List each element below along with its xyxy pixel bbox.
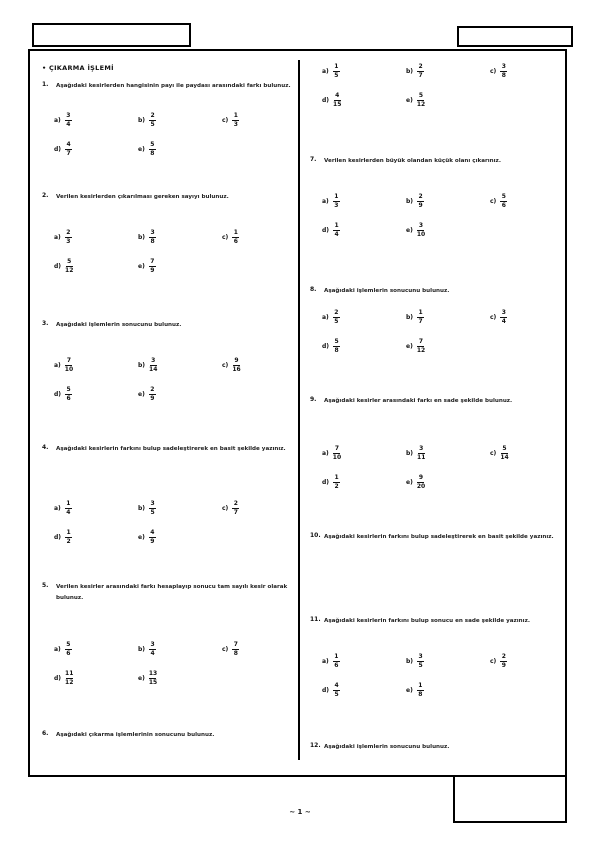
question-text: Aşağıdaki işlemlerin sonucunu bulunuz. [56, 322, 182, 328]
fraction [333, 475, 340, 490]
numerator: 1 [418, 682, 423, 689]
numerator: 7 [334, 445, 340, 452]
option-label: b) [406, 657, 414, 665]
numerator: 2 [233, 500, 238, 507]
numerator: 3 [150, 500, 155, 507]
option[interactable] [222, 113, 239, 128]
option-label: e) [138, 262, 145, 270]
fraction [333, 683, 340, 698]
denominator: 14 [149, 365, 158, 373]
page-number: ~ 1 ~ [289, 808, 311, 816]
option[interactable] [322, 475, 340, 490]
fraction [232, 230, 239, 245]
fraction [417, 64, 424, 79]
option-label: c) [222, 361, 229, 369]
numerator: 1 [334, 653, 339, 660]
question-number: 9. [310, 396, 317, 403]
fraction [417, 446, 425, 461]
denominator: 4 [66, 120, 71, 128]
denominator: 4 [501, 317, 506, 325]
question-text: Verilen kesirlerden çıkarılması gereken sayıyı bulunuz. [56, 194, 229, 200]
question-number: 4. [42, 444, 49, 451]
option-label: c) [490, 313, 497, 321]
denominator: 8 [150, 237, 155, 245]
denominator: 5 [418, 661, 423, 669]
numerator: 5 [501, 193, 506, 200]
option[interactable] [54, 230, 72, 245]
denominator: 4 [66, 508, 71, 516]
fraction [149, 387, 156, 402]
denominator: 9 [150, 537, 155, 545]
numerator: 5 [66, 641, 71, 648]
question-number: 3. [42, 320, 49, 327]
fraction [149, 113, 156, 128]
fraction [500, 194, 507, 209]
denominator: 5 [334, 71, 339, 79]
option-label: a) [322, 449, 329, 457]
column-divider [298, 60, 300, 760]
option[interactable] [138, 530, 156, 545]
fraction [149, 501, 156, 516]
numerator: 1 [233, 229, 238, 236]
option-label: a) [54, 361, 61, 369]
header-left-box [32, 23, 191, 47]
fraction [149, 142, 156, 157]
numerator: 7 [418, 338, 424, 345]
numerator: 3 [66, 112, 71, 119]
denominator: 3 [334, 201, 339, 209]
fraction [417, 223, 425, 238]
denominator: 10 [64, 365, 74, 373]
option[interactable] [54, 530, 72, 545]
fraction [149, 530, 156, 545]
question-text: Aşağıdaki kesirlerin farkını bulup sadeleştirerek en basit şekilde yazınız. [324, 534, 554, 540]
denominator: 6 [66, 649, 71, 657]
option-label: c) [490, 197, 497, 205]
denominator: 5 [150, 508, 155, 516]
denominator: 15 [148, 678, 158, 686]
numerator: 5 [334, 338, 339, 345]
option[interactable] [138, 259, 156, 274]
option[interactable] [54, 358, 73, 373]
option-label: d) [322, 226, 330, 234]
option-label: b) [406, 313, 414, 321]
option[interactable] [406, 223, 425, 238]
denominator: 3 [233, 120, 238, 128]
fraction [65, 530, 72, 545]
question-3 [42, 320, 292, 402]
denominator: 2 [66, 537, 71, 545]
numerator: 1 [233, 112, 238, 119]
option[interactable] [406, 64, 424, 79]
numerator: 1 [334, 193, 339, 200]
option[interactable] [138, 358, 157, 373]
denominator: 20 [416, 482, 426, 490]
option[interactable] [54, 387, 72, 402]
numerator: 4 [66, 141, 71, 148]
denominator: 10 [416, 230, 426, 238]
question-number: 7. [310, 156, 317, 163]
option-label: d) [322, 342, 330, 350]
option[interactable] [138, 501, 156, 516]
denominator: 3 [66, 237, 71, 245]
denominator: 16 [232, 365, 241, 373]
question-number: 1. [42, 81, 49, 88]
numerator: 1 [334, 63, 339, 70]
fraction [417, 93, 425, 108]
fraction [417, 654, 424, 669]
question-text: Verilen kesirler arasındaki farkı hesaplayıp sonucu tam sayılı kesir olarak bulunuz. [56, 584, 288, 601]
option-label: d) [322, 478, 330, 486]
fraction [417, 475, 425, 490]
question-text: Aşağıdaki çıkarma işlemlerinin sonucunu bulunuz. [56, 732, 215, 738]
option[interactable] [322, 64, 340, 79]
option[interactable] [138, 671, 157, 686]
question-number: 6. [42, 730, 49, 737]
denominator: 6 [334, 661, 339, 669]
option[interactable] [322, 654, 340, 669]
option-label: c) [490, 67, 497, 75]
option[interactable] [138, 142, 156, 157]
option-label: d) [54, 145, 62, 153]
numerator: 5 [150, 141, 155, 148]
option[interactable] [322, 683, 340, 698]
numerator: 3 [150, 641, 155, 648]
numerator: 2 [66, 229, 71, 236]
denominator: 8 [501, 71, 506, 79]
fraction [149, 230, 156, 245]
option-label: e) [406, 686, 413, 694]
numerator: 13 [148, 670, 158, 677]
option-label: c) [490, 657, 497, 665]
numerator: 7 [150, 258, 155, 265]
fraction [149, 642, 156, 657]
option-label: a) [54, 233, 61, 241]
question-text: Aşağıdaki işlemlerin sonucunu bulunuz. [324, 744, 450, 750]
fraction [232, 642, 239, 657]
denominator: 5 [334, 317, 339, 325]
option[interactable] [406, 194, 424, 209]
option-label: b) [138, 233, 146, 241]
numerator: 3 [418, 222, 424, 229]
numerator: 2 [501, 653, 506, 660]
question-2 [42, 192, 292, 274]
denominator: 14 [500, 453, 509, 461]
fraction [500, 446, 508, 461]
option-label: a) [322, 197, 329, 205]
denominator: 11 [417, 453, 426, 461]
option-label: b) [406, 67, 414, 75]
fraction [149, 358, 157, 373]
denominator: 7 [233, 508, 238, 516]
fraction [417, 683, 424, 698]
numerator: 3 [419, 445, 424, 452]
fraction [417, 194, 424, 209]
option[interactable] [406, 339, 425, 354]
question-text: Aşağıdaki kesirler arasındaki farkı en sade şekilde bulunuz. [324, 398, 513, 404]
denominator: 12 [416, 100, 426, 108]
question-text: Aşağıdaki kesirlerin farkını bulup sadeleştirerek en basit şekilde yazınız. [56, 446, 286, 452]
option-label: c) [490, 449, 497, 457]
denominator: 8 [418, 690, 423, 698]
option[interactable] [322, 194, 340, 209]
option[interactable] [138, 387, 156, 402]
option[interactable] [222, 642, 239, 657]
denominator: 8 [334, 346, 339, 354]
numerator: 3 [151, 357, 156, 364]
option[interactable] [406, 446, 425, 461]
denominator: 12 [65, 266, 74, 274]
option[interactable] [406, 475, 425, 490]
option[interactable] [490, 64, 507, 79]
denominator: 10 [332, 453, 342, 461]
option-label: d) [322, 686, 330, 694]
option-label: e) [138, 533, 145, 541]
question-number: 11. [310, 616, 321, 623]
question-9 [310, 396, 558, 490]
denominator: 15 [333, 100, 342, 108]
option[interactable] [138, 230, 156, 245]
option[interactable] [322, 310, 340, 325]
numerator: 2 [150, 112, 155, 119]
option-label: e) [138, 390, 145, 398]
question-text: Verilen kesirlerden büyük olandan küçük olanı çıkarınız. [324, 158, 501, 164]
fraction [417, 339, 425, 354]
option[interactable] [138, 642, 156, 657]
question-12 [310, 742, 558, 753]
question-text: Aşağıdaki işlemlerin sonucunu bulunuz. [324, 288, 450, 294]
numerator: 5 [67, 258, 72, 265]
numerator: 4 [334, 682, 339, 689]
option[interactable] [406, 683, 424, 698]
option-label: c) [222, 504, 229, 512]
option[interactable] [222, 230, 239, 245]
numerator: 1 [66, 529, 71, 536]
option-label: a) [54, 645, 61, 653]
denominator: 6 [66, 394, 71, 402]
option-label: d) [54, 262, 62, 270]
numerator: 2 [334, 309, 339, 316]
question-1 [42, 81, 292, 157]
numerator: 4 [335, 92, 340, 99]
option[interactable] [322, 339, 340, 354]
option[interactable] [322, 446, 341, 461]
denominator: 5 [334, 690, 339, 698]
denominator: 12 [65, 678, 74, 686]
fraction [149, 671, 157, 686]
denominator: 8 [233, 649, 238, 657]
option-label: c) [222, 233, 229, 241]
question-text: Aşağıdaki kesirlerin farkını bulup sonucu en sade şekilde yazınız. [324, 618, 530, 624]
option[interactable] [406, 654, 424, 669]
section-title: • ÇIKARMA İŞLEMİ [42, 64, 114, 72]
question-number: 5. [42, 582, 49, 589]
fraction [65, 230, 72, 245]
fraction [500, 310, 507, 325]
fraction [500, 654, 507, 669]
numerator: 9 [234, 357, 239, 364]
fraction [232, 358, 240, 373]
fraction [65, 259, 73, 274]
denominator: 9 [150, 266, 155, 274]
option[interactable] [54, 501, 72, 516]
denominator: 12 [416, 346, 426, 354]
fraction [65, 358, 73, 373]
question-4 [42, 444, 292, 545]
fraction [65, 387, 72, 402]
option-label: a) [322, 657, 329, 665]
denominator: 7 [418, 317, 423, 325]
fraction [232, 113, 239, 128]
option[interactable] [54, 642, 72, 657]
option[interactable] [222, 358, 241, 373]
header-right-box [457, 26, 573, 47]
numerator: 3 [501, 63, 506, 70]
numerator: 2 [418, 63, 423, 70]
option-label: e) [406, 226, 413, 234]
fraction [232, 501, 239, 516]
fraction [333, 654, 340, 669]
question-number: 12. [310, 742, 321, 749]
fraction [333, 64, 340, 79]
option-label: a) [322, 67, 329, 75]
numerator: 1 [334, 474, 339, 481]
fraction [149, 259, 156, 274]
option-label: a) [54, 116, 61, 124]
fraction [65, 113, 72, 128]
denominator: 2 [334, 482, 339, 490]
option-label: e) [406, 96, 413, 104]
option[interactable] [406, 310, 424, 325]
fraction [333, 446, 341, 461]
option-label: b) [138, 645, 146, 653]
bottom-right-box [453, 777, 567, 823]
option[interactable] [322, 93, 341, 108]
fraction [65, 501, 72, 516]
numerator: 2 [150, 386, 155, 393]
option[interactable] [322, 223, 340, 238]
denominator: 6 [233, 237, 238, 245]
option-label: e) [406, 478, 413, 486]
option[interactable] [406, 93, 425, 108]
numerator: 1 [334, 222, 339, 229]
fraction [65, 642, 72, 657]
numerator: 5 [502, 445, 507, 452]
question-10 [310, 532, 558, 543]
option-label: e) [138, 145, 145, 153]
option-label: a) [322, 313, 329, 321]
denominator: 4 [334, 230, 339, 238]
option[interactable] [222, 501, 239, 516]
question-number: 8. [310, 286, 317, 293]
denominator: 9 [418, 201, 423, 209]
numerator: 4 [150, 529, 155, 536]
fraction [333, 93, 341, 108]
denominator: 7 [66, 149, 71, 157]
denominator: 6 [501, 201, 506, 209]
denominator: 7 [418, 71, 423, 79]
option-label: d) [322, 96, 330, 104]
fraction [500, 64, 507, 79]
option[interactable] [490, 194, 507, 209]
question-6 [42, 730, 292, 741]
numerator: 7 [66, 357, 72, 364]
numerator: 9 [418, 474, 424, 481]
option[interactable] [138, 113, 156, 128]
numerator: 5 [418, 92, 424, 99]
option-label: d) [54, 674, 62, 682]
option[interactable] [490, 654, 507, 669]
numerator: 3 [418, 653, 423, 660]
option-label: b) [406, 449, 414, 457]
option-label: e) [406, 342, 413, 350]
denominator: 9 [150, 394, 155, 402]
option-label: d) [54, 390, 62, 398]
option[interactable] [54, 113, 72, 128]
numerator: 3 [150, 229, 155, 236]
option[interactable] [490, 310, 507, 325]
option-label: b) [138, 116, 146, 124]
option-label: d) [54, 533, 62, 541]
fraction [333, 339, 340, 354]
option-label: e) [138, 674, 145, 682]
fraction [65, 671, 73, 686]
fraction [417, 310, 424, 325]
option-label: a) [54, 504, 61, 512]
numerator: 3 [501, 309, 506, 316]
option-label: c) [222, 116, 229, 124]
option-label: c) [222, 645, 229, 653]
option[interactable] [54, 142, 72, 157]
question-number: 10. [310, 532, 321, 539]
numerator: 5 [66, 386, 71, 393]
numerator: 7 [233, 641, 238, 648]
option[interactable] [54, 259, 73, 274]
option[interactable] [54, 671, 73, 686]
fraction [333, 194, 340, 209]
numerator: 1 [418, 309, 423, 316]
numerator: 1 [66, 500, 71, 507]
fraction [333, 223, 340, 238]
denominator: 5 [150, 120, 155, 128]
option[interactable] [490, 446, 509, 461]
denominator: 9 [501, 661, 506, 669]
question-number: 2. [42, 192, 49, 199]
question-5 [42, 582, 292, 686]
option-label: b) [138, 504, 146, 512]
question-7 [310, 156, 558, 238]
option-label: b) [138, 361, 146, 369]
numerator: 2 [418, 193, 423, 200]
question-8 [310, 286, 558, 354]
fraction [65, 142, 72, 157]
denominator: 4 [150, 649, 155, 657]
numerator: 11 [65, 670, 74, 677]
question-text: Aşağıdaki kesirlerden hangisinin payı ile paydası arasındaki farkı bulunuz. [56, 83, 291, 89]
question-11 [310, 616, 558, 698]
denominator: 8 [150, 149, 155, 157]
option-label: b) [406, 197, 414, 205]
fraction [333, 310, 340, 325]
